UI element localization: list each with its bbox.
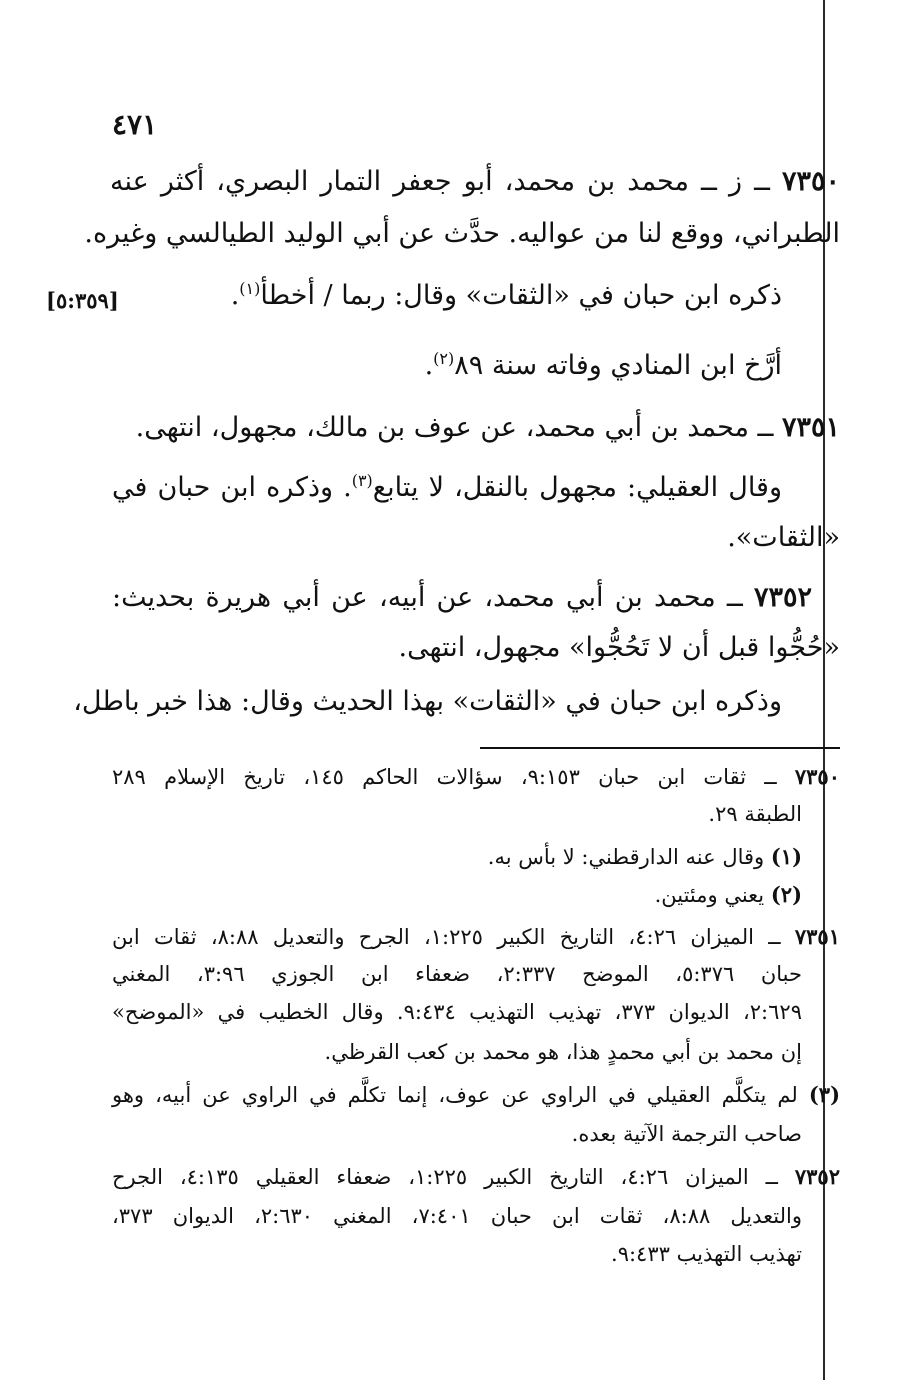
entry-7350-line-1	[110, 168, 840, 195]
footnote-7352-line-1	[112, 1166, 840, 1188]
entry-number: ٧٣٥١	[781, 412, 840, 443]
entry-7351-line-2	[112, 471, 783, 503]
footnote-3-line-2: صاحب الترجمة الآتية بعده.	[571, 1122, 802, 1146]
entry-7352-line-3: وذكره ابن حبان في «الثقات» بهذا الحديث وقال: هذا خبر باطل،	[73, 686, 782, 717]
entry-7350-line-2: الطبراني، ووقع لنا من عواليه. حدَّث عن أبي الوليد الطيالسي وغيره.	[84, 218, 840, 249]
entry-text: .	[230, 280, 240, 311]
footnote-text: ــ الميزان ٤:٢٦، التاريخ الكبير ١:٢٢٥، ضعفاء العقيلي ٤:١٣٥، الجرح	[112, 1165, 778, 1189]
entry-text: ذكره ابن حبان في «الثقات» وقال: ربما / أخطأ	[260, 280, 782, 311]
entry-7351-line-3: «الثقات».	[727, 522, 840, 553]
entry-text: أرَّخ ابن المنادي وفاته سنة ٨٩	[454, 350, 782, 381]
entry-7352-line-1	[112, 584, 812, 611]
footnote-ref-2: (٢)	[433, 349, 455, 368]
entry-text: وقال العقيلي: مجهول بالنقل، لا يتابع	[372, 472, 783, 503]
page-number: ٤٧١	[112, 108, 158, 141]
entry-text: ــ محمد بن أبي محمد، عن عوف بن مالك، مجهول، انتهى.	[135, 412, 774, 443]
margin-reference: [٥:٣٥٩]	[46, 288, 119, 313]
footnote-text: وقال عنه الدارقطني: لا بأس به.	[487, 845, 765, 869]
footnote-7351-line-2: حبان ٥:٣٧٦، الموضح ٢:٣٣٧، ضعفاء ابن الجوزي ٣:٩٦، المغني	[112, 962, 802, 986]
footnote-number: (٣)	[808, 1082, 840, 1107]
entry-7352-line-2: «حُجُّوا قبل أن لا تَحُجُّوا» مجهول، انتهى.	[398, 632, 840, 663]
footnote-1	[112, 846, 802, 868]
entry-text: . وذكره ابن حبان في	[112, 472, 352, 503]
footnote-2	[112, 884, 802, 906]
entry-7350-line-4	[112, 349, 782, 381]
footnote-number: (١)	[770, 844, 802, 869]
footnote-7351-line-4: إن محمد بن أبي محمدٍ هذا، هو محمد بن كعب القرظي.	[324, 1040, 802, 1064]
entry-number: ٧٣٥٢	[753, 582, 812, 613]
footnote-text: ــ الميزان ٤:٢٦، التاريخ الكبير ١:٢٢٥، الجرح والتعديل ٨:٨٨، ثقات ابن	[112, 925, 781, 949]
footnote-ref-1: (١)	[239, 279, 261, 298]
footnote-text: لم يتكلَّم العقيلي في الراوي عن عوف، إنما تكلَّم في الراوي عن أبيه، وهو	[112, 1083, 798, 1107]
footnote-text: ــ ثقات ابن حبان ٩:١٥٣، سؤالات الحاكم ١٤٥، تاريخ الإسلام ٢٨٩	[112, 765, 777, 789]
footnote-number: ٧٣٥٠	[794, 764, 840, 789]
footnote-text: يعني ومئتين.	[654, 883, 765, 907]
footnote-ref-3: (٣)	[351, 471, 373, 490]
footnote-7350-line-2: الطبقة ٢٩.	[708, 802, 802, 826]
footnote-3-line-1	[112, 1084, 840, 1106]
entry-text: ــ محمد بن أبي محمد، عن أبيه، عن أبي هريرة بحديث:	[112, 582, 743, 613]
entry-number: ٧٣٥٠	[781, 166, 840, 197]
entry-text: ــ ز ــ محمد بن محمد، أبو جعفر التمار البصري، أكثر عنه	[110, 166, 770, 197]
footnote-7351-line-3: ٢:٦٢٩، الديوان ٣٧٣، تهذيب التهذيب ٩:٤٣٤. وقال الخطيب في «الموضح»	[112, 1000, 802, 1024]
footnote-number: (٢)	[770, 882, 802, 907]
footnote-7350-line-1	[112, 766, 840, 788]
entry-7350-line-3	[112, 279, 782, 311]
footnote-7352-line-3: تهذيب التهذيب ٩:٤٣٣.	[611, 1242, 802, 1266]
footnote-number: ٧٣٥١	[794, 924, 840, 949]
entry-7351-line-1	[110, 414, 840, 441]
footnote-separator	[480, 747, 840, 749]
footnote-7351-line-1	[112, 926, 840, 948]
footnote-7352-line-2: والتعديل ٨:٨٨، ثقات ابن حبان ٧:٤٠١، المغني ٢:٦٣٠، الديوان ٣٧٣،	[112, 1204, 802, 1228]
entry-text: .	[424, 350, 434, 381]
footnote-number: ٧٣٥٢	[794, 1164, 840, 1189]
